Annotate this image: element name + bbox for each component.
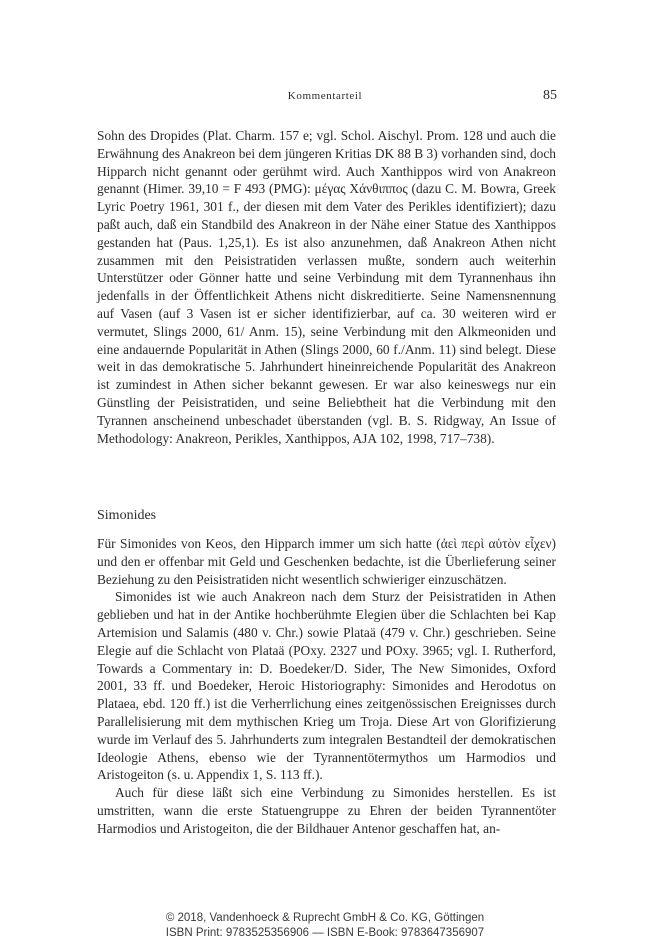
isbn-line: ISBN Print: 9783525356906 — ISBN E-Book: 9783647356907	[165, 927, 485, 939]
body-text-top	[97, 127, 556, 447]
footer	[0, 911, 650, 941]
paragraph: Für Simonides von Keos, den Hipparch immer um sich hatte (ἀεὶ περὶ αὑτὸν εἶχεν) und den er offenbar mit Geld und Geschenken bedachte, ist die Überlieferung seiner Beziehung zu den Peisistratiden nicht wesentlich schwieriger einzuschätzen.	[97, 536, 556, 587]
copyright-line: © 2018, Vandenhoeck & Ruprecht GmbH & Co. KG, Göttingen	[165, 912, 485, 924]
paragraph: Sohn des Dropides (Plat. Charm. 157 e; vgl. Schol. Aischyl. Prom. 128 und auch die Erwähnung des Anakreon bei dem jüngeren Kritias DK 88 B 3) vorhanden sind, doch Hipparch nicht genannt oder gerühmt wird. Auch Xanthippos wird von Anakreon genannt (Himer. 39,10 = F 493 (PMG): μέγας Χάνθιππος (dazu C. M. Bowra, Greek Lyric Poetry 1961, 301 f., der diesen mit dem Vater des Perikles identifiziert); dazu paßt auch, daß ein Standbild des Anakreon in der Nähe einer Statue des Xanthippos gestanden hat (Paus. 1,25,1). Es ist also anzunehmen, daß Anakreon Athen nicht zusammen mit den Peisistratiden verlassen mußte, sondern auch weiterhin Unterstützer oder Gönner hatte und seine Verbindung mit dem Tyrannenhaus ihn jedenfalls in der Öffentlichkeit Athens nicht diskreditierte. Seine Namensnennung auf Vasen (auf 3 Vasen ist er sicher identifizierbar, auf ca. 30 weiteren wird er vermutet, Slings 2000, 61/ Anm. 15), seine Verbindung mit den Alkmeoniden und eine andauernde Popularität in Athen (Slings 2000, 60 f./Anm. 11) sind belegt. Diese weit in das demokratische 5. Jahrhundert hineinreichende Popularität des Anakreon ist zumindest in Athen sicher bekannt gewesen. Er war also keineswegs nur ein Günstling der Peisistratiden, und seine Beliebtheit hat die Verbindung mit den Tyrannen anscheinend unbeschadet überstanden (vgl. B. S. Ridgway, An Issue of Methodology: Anakreon, Perikles, Xanthippos, AJA 102, 1998, 717–738).	[97, 128, 556, 446]
running-head	[0, 88, 650, 106]
paragraph: Auch für diese läßt sich eine Verbindung zu Simonides herstellen. Es ist umstritten, wann die erste Statuengruppe zu Ehren der beiden Tyrannentöter Harmodios und Aristogeiton, die der Bildhauer Antenor geschaffen hat, an-	[97, 785, 556, 836]
running-title: Kommentarteil	[287, 90, 363, 102]
section-heading: Simonides	[97, 508, 157, 523]
paragraph: Simonides ist wie auch Anakreon nach dem Sturz der Peisistratiden in Athen geblieben und hat in der Antike hochberühmte Elegien über die Schlachten bei Kap Artemision und Salamis (480 v. Chr.) sowie Plataä (479 v. Chr.) geschrieben. Seine Elegie auf die Schlacht von Plataä (POxy. 2327 und POxy. 3965; vgl. I. Rutherford, Towards a Commentary in: D. Boedeker/D. Sider, The New Simonides, Oxford 2001, 33 ff. und Boedeker, Heroic Historiography: Simonides and Herodotus on Plataea, ebd. 120 ff.) ist die Verherrlichung eines zeitgenössischen Ereignisses durch Parallelisierung mit dem mythischen Krieg um Troja. Diese Art von Glorifizierung wurde im Verlauf des 5. Jahrhunderts zum integralen Bestandteil der demokratischen Ideologie Athens, ebenso wie der Tyrannentötermythos um Harmodios und Aristogeiton (s. u. Appendix 1, S. 113 ff.).	[97, 589, 556, 783]
body-text-simonides	[97, 535, 556, 838]
page-number: 85	[543, 88, 557, 103]
